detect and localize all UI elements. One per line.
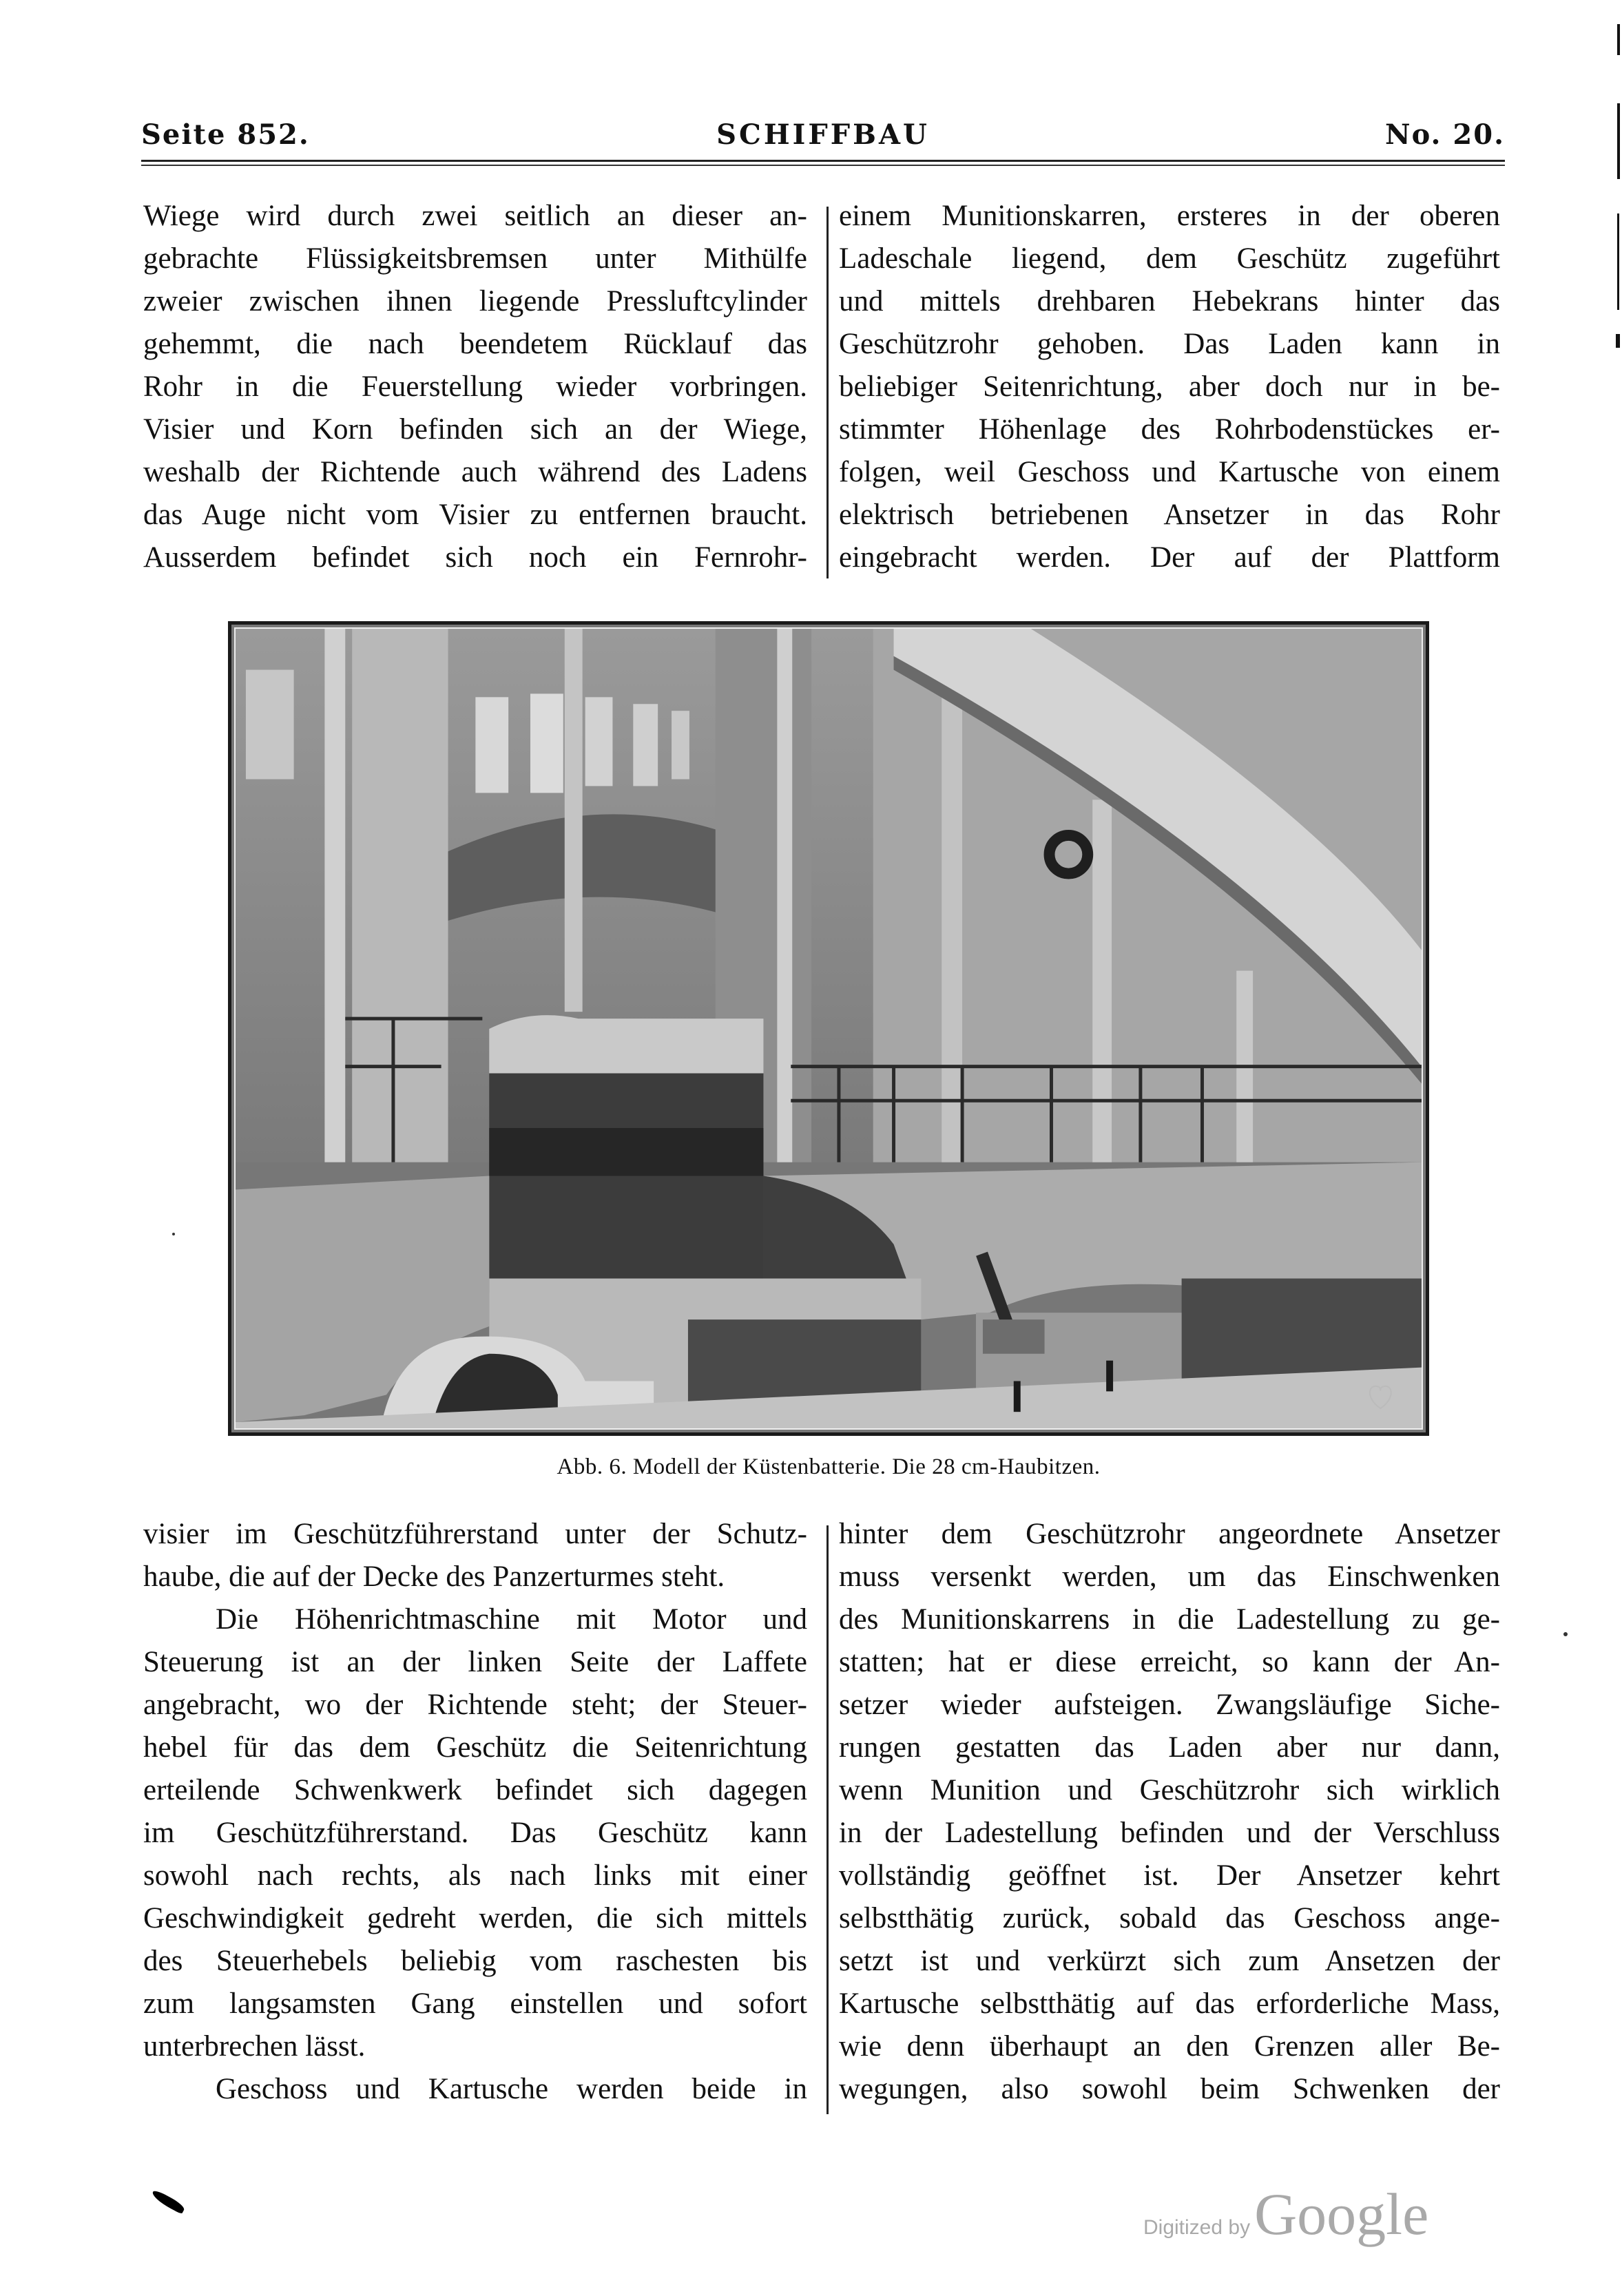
text-line: das Auge nicht vom Visier zu entfernen braucht. [143, 499, 807, 531]
text-line: weshalb der Richtende auch während des Ladens [143, 456, 807, 488]
text-line: und mittels drehbaren Hebekrans hinter das [839, 285, 1500, 317]
text-line: gehemmt, die nach beendetem Rücklauf das [143, 328, 807, 360]
figure-photo [228, 621, 1429, 1436]
scan-margin-mark [1617, 213, 1619, 310]
text-line: erteilende Schwenkwerk befindet sich dagegen [143, 1774, 807, 1806]
text-line: des Munitionskarrens in die Ladestellung zu ge- [839, 1603, 1500, 1636]
text-line: Wiege wird durch zwei seitlich an dieser an- [143, 200, 807, 232]
text-line: Steuerung ist an der linken Seite der Laffete [143, 1646, 807, 1678]
text-line: gebrachte Flüssigkeitsbremsen unter Mithülfe [143, 242, 807, 275]
scan-speck [1563, 1632, 1568, 1636]
text-line: muss versenkt werden, um das Einschwenken [839, 1561, 1500, 1593]
scan-corner-mark [150, 2189, 186, 2215]
text-line: in der Ladestellung befinden und der Verschluss [839, 1817, 1500, 1849]
text-line: unterbrechen lässt. [143, 2030, 366, 2063]
text-line: haube, die auf der Decke des Panzerturmes steht. [143, 1561, 725, 1593]
paragraph-start-line: Geschoss und Kartusche werden beide in [216, 2073, 807, 2105]
text-line: folgen, weil Geschoss und Kartusche von einem [839, 456, 1500, 488]
text-line: zweier zwischen ihnen liegende Pressluftcylinder [143, 285, 807, 317]
text-line: Visier und Korn befinden sich an der Wiege, [143, 413, 807, 446]
paragraph-start-line: Die Höhenrichtmaschine mit Motor und [216, 1603, 807, 1636]
figure-caption: Abb. 6. Modell der Küstenbatterie. Die 28 cm-Haubitzen. [557, 1454, 1101, 1479]
text-line: Ausserdem befindet sich noch ein Fernrohr- [143, 541, 807, 574]
google-logo-text: Google [1254, 2181, 1429, 2247]
text-line: visier im Geschützführerstand unter der Schutz- [143, 1518, 807, 1550]
text-line: stimmter Höhenlage des Rohrbodenstückes er- [839, 413, 1500, 446]
scan-margin-mark [1616, 334, 1620, 348]
text-line: Ladeschale liegend, dem Geschütz zugeführt [839, 242, 1500, 275]
coastal-battery-photo [236, 629, 1422, 1428]
page-number: Seite 852. [141, 118, 310, 151]
journal-title: SCHIFFBAU [716, 118, 930, 151]
text-line: vollständig geöffnet ist. Der Ansetzer kehrt [839, 1859, 1500, 1892]
issue-number: No. 20. [1385, 118, 1505, 151]
text-line: wie denn überhaupt an den Grenzen aller Be- [839, 2030, 1500, 2063]
text-line: Rohr in die Feuerstellung wieder vorbringen. [143, 371, 807, 403]
text-line: hinter dem Geschützrohr angeordnete Ansetzer [839, 1518, 1500, 1550]
top-left-column [143, 195, 807, 579]
bottom-left-column [143, 1513, 807, 2111]
text-line: angebracht, wo der Richtende steht; der Steuer- [143, 1689, 807, 1721]
text-line: setzt ist und verkürzt sich zum Ansetzen der [839, 1945, 1500, 1977]
text-line: selbstthätig zurück, sobald das Geschoss ange- [839, 1902, 1500, 1934]
text-line: einem Munitionskarren, ersteres in der oberen [839, 200, 1500, 232]
scan-speck [172, 1233, 175, 1235]
header-double-rule [141, 160, 1505, 166]
top-right-column [839, 195, 1500, 579]
text-line: Geschützrohr gehoben. Das Laden kann in [839, 328, 1500, 360]
text-line: wenn Munition und Geschützrohr sich wirklich [839, 1774, 1500, 1806]
text-line: hebel für das dem Geschütz die Seitenrichtung [143, 1731, 807, 1764]
bottom-right-column [839, 1513, 1500, 2111]
text-line: beliebiger Seitenrichtung, aber doch nur in be- [839, 371, 1500, 403]
scan-margin-mark [1617, 103, 1620, 179]
text-line: Geschwindigkeit gedreht werden, die sich mittels [143, 1902, 807, 1934]
text-line: im Geschützführerstand. Das Geschütz kann [143, 1817, 807, 1849]
text-line: eingebracht werden. Der auf der Plattform [839, 541, 1500, 574]
text-line: statten; hat er diese erreicht, so kann der An- [839, 1646, 1500, 1678]
text-line: setzer wieder aufsteigen. Zwangsläufige Siche- [839, 1689, 1500, 1721]
watermark-prefix: Digitized by [1143, 2216, 1251, 2239]
text-line: Kartusche selbstthätig auf das erforderliche Mass, [839, 1987, 1500, 2020]
photo-frame [234, 627, 1423, 1430]
text-line: elektrisch betriebenen Ansetzer in das Rohr [839, 499, 1500, 531]
column-divider-top [826, 207, 829, 578]
text-line: sowohl nach rechts, als nach links mit einer [143, 1859, 807, 1892]
digitized-by-google-watermark [1143, 2180, 1428, 2248]
text-line: zum langsamsten Gang einstellen und sofort [143, 1987, 807, 2020]
column-divider-bottom [826, 1525, 829, 2114]
text-line: rungen gestatten das Laden aber nur dann, [839, 1731, 1500, 1764]
text-line: des Steuerhebels beliebig vom raschesten bis [143, 1945, 807, 1977]
text-line: wegungen, also sowohl beim Schwenken der [839, 2073, 1500, 2105]
scan-margin-mark [1617, 24, 1620, 55]
